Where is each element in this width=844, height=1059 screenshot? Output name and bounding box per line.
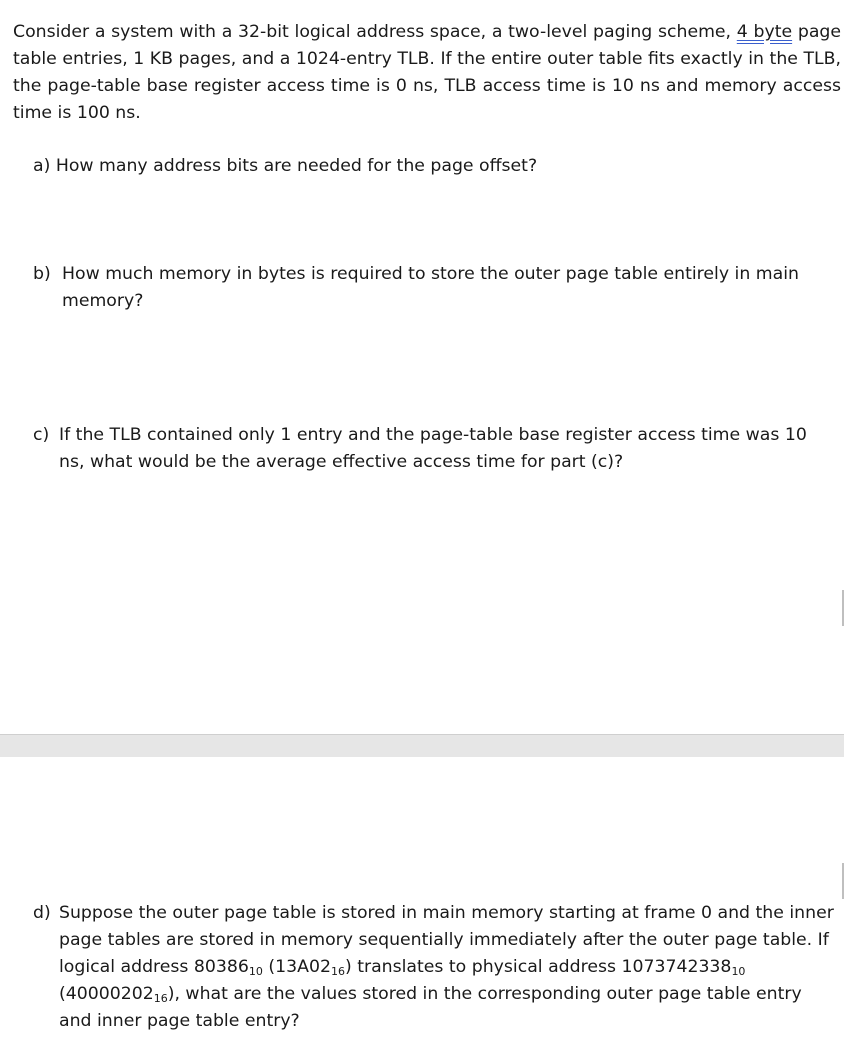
question-a-label: a) <box>33 156 51 176</box>
question-d-text-5: ), what are the values stored in the corresponding outer page table entry and inner page table entry? <box>59 984 802 1031</box>
question-b-label: b) <box>33 264 51 284</box>
question-d-text-2: (13A02 <box>262 957 331 977</box>
question-d-text-3: ) translates to physical address 1073742338 <box>344 957 732 977</box>
question-d-text-1: Suppose the outer page table is stored in main memory starting at frame 0 and the inner page tables are stored in memory sequentially immediately after the outer page table. If logical address 80386 <box>59 903 834 977</box>
problem-statement <box>13 19 841 127</box>
intro-part1: Consider a system with a 32-bit logical address space, a two-level paging scheme, <box>13 22 732 42</box>
question-b-text: How much memory in bytes is required to store the outer page table entirely in main memory? <box>62 264 799 311</box>
spellcheck-underlined-text: 4 byte <box>736 22 793 42</box>
question-c <box>33 422 828 472</box>
question-c-text: If the TLB contained only 1 entry and the page-table base register access time was 10 ns, what would be the average effective access time for part (c)? <box>59 425 807 472</box>
question-d <box>33 900 834 1031</box>
question-a <box>33 153 823 180</box>
base-subscript: 16 <box>330 965 345 978</box>
page-gap <box>0 734 844 758</box>
base-subscript: 10 <box>731 965 746 978</box>
question-d-text <box>59 900 834 1035</box>
base-subscript: 16 <box>153 992 168 1005</box>
question-a-text: How many address bits are needed for the page offset? <box>55 156 538 176</box>
intro-part2: page table entries, 1 KB pages, and a 1024-entry TLB. If the entire outer table fits exactly in the TLB, the page-table base register access time is 0 ns, TLB access time is 10 ns and memory access time is 100 ns. <box>13 22 842 123</box>
question-d-text-4: (40000202 <box>59 984 154 1004</box>
question-c-label: c) <box>33 425 50 445</box>
base-subscript: 10 <box>248 965 263 978</box>
question-d-label: d) <box>33 903 51 923</box>
question-b <box>33 261 828 311</box>
